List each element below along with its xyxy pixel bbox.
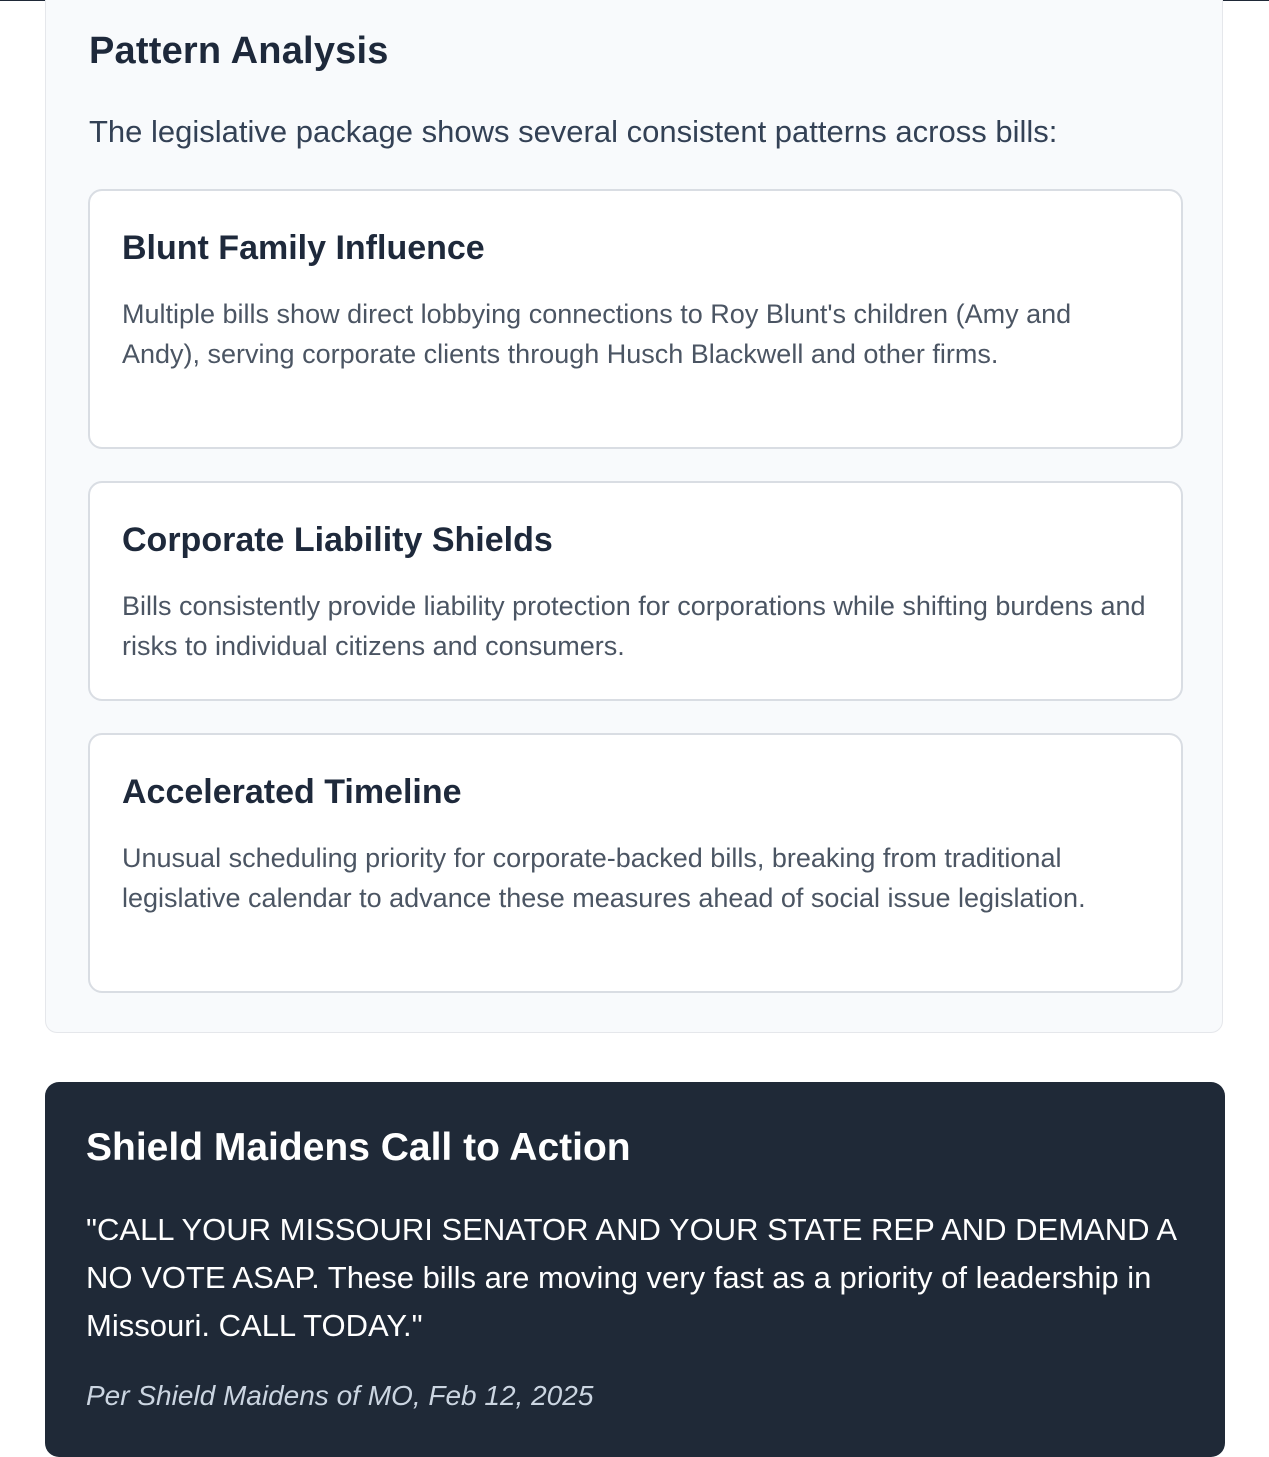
call-to-action-title: Shield Maidens Call to Action (86, 1126, 631, 1169)
pattern-card-title: Accelerated Timeline (122, 773, 462, 811)
call-to-action-panel (45, 1082, 1225, 1457)
pattern-card-body: Multiple bills show direct lobbying connections to Roy Blunt's children (Amy and Andy), serving corporate clients through Husch Blackwell and other firms. (122, 299, 1072, 369)
pattern-card-title: Blunt Family Influence (122, 229, 485, 267)
pattern-analysis-section (45, 0, 1223, 1033)
pattern-card-corporate-liability-shields (88, 481, 1183, 701)
pattern-analysis-intro: The legislative package shows several consistent patterns across bills: (89, 114, 1058, 149)
pattern-card-title: Corporate Liability Shields (122, 521, 553, 559)
pattern-card-accelerated-timeline (88, 733, 1183, 993)
call-to-action-quote: "CALL YOUR MISSOURI SENATOR AND YOUR STATE REP AND DEMAND A NO VOTE ASAP. These bills are moving very fast as a priority of leadership in Missouri. CALL TODAY." (86, 1212, 1176, 1343)
call-to-action-source: Per Shield Maidens of MO, Feb 12, 2025 (86, 1380, 594, 1411)
pattern-analysis-title: Pattern Analysis (89, 30, 389, 72)
pattern-card-blunt-family-influence (88, 189, 1183, 449)
pattern-card-body: Unusual scheduling priority for corporate-backed bills, breaking from traditional legislative calendar to advance these measures ahead of social issue legislation. (122, 843, 1086, 913)
pattern-card-body: Bills consistently provide liability protection for corporations while shifting burdens and risks to individual citizens and consumers. (122, 591, 1146, 661)
